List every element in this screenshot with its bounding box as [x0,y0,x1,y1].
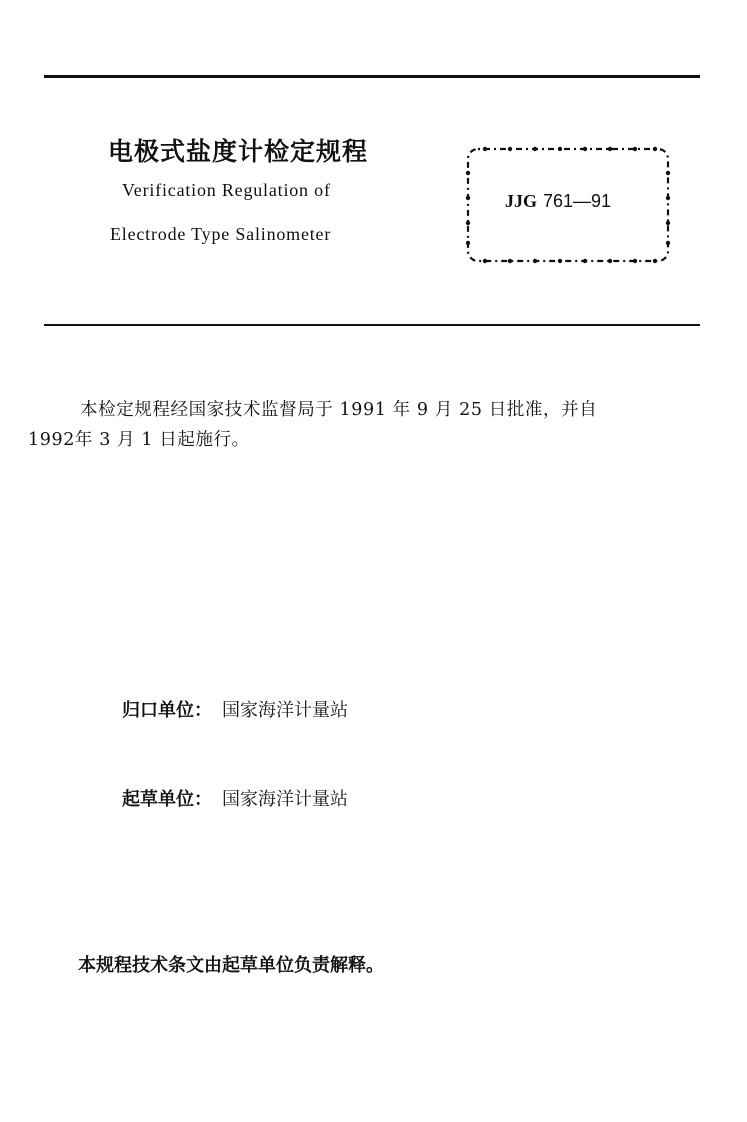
title-chinese: 电极式盐度计检定规程 [108,137,369,166]
standard-code-number: 761—91 [543,191,612,211]
responsible-unit-row [122,696,348,722]
title-english-line2: Electrode Type Salinometer [110,224,332,244]
standard-code [505,191,611,212]
responsible-unit-value: 国家海洋计量站 [222,700,348,721]
top-rule [44,75,700,78]
title-english-line1: Verification Regulation of [122,180,331,200]
approval-statement-line1: 本检定规程经国家技术监督局于 1991 年 9 月 25 日批准，并自 [80,400,598,420]
bottom-rule [44,324,700,326]
interpretation-note: 本规程技术条文由起草单位负责解释。 [78,955,384,976]
drafting-unit-row [122,785,348,811]
responsible-unit-label: 归口单位： [122,700,212,721]
standard-code-frame [465,143,672,266]
drafting-unit-value: 国家海洋计量站 [222,789,348,810]
standard-code-prefix: JJG [505,191,538,211]
drafting-unit-label: 起草单位： [122,789,212,810]
approval-statement-line2: 1992年 3 月 1 日起施行。 [28,430,250,450]
